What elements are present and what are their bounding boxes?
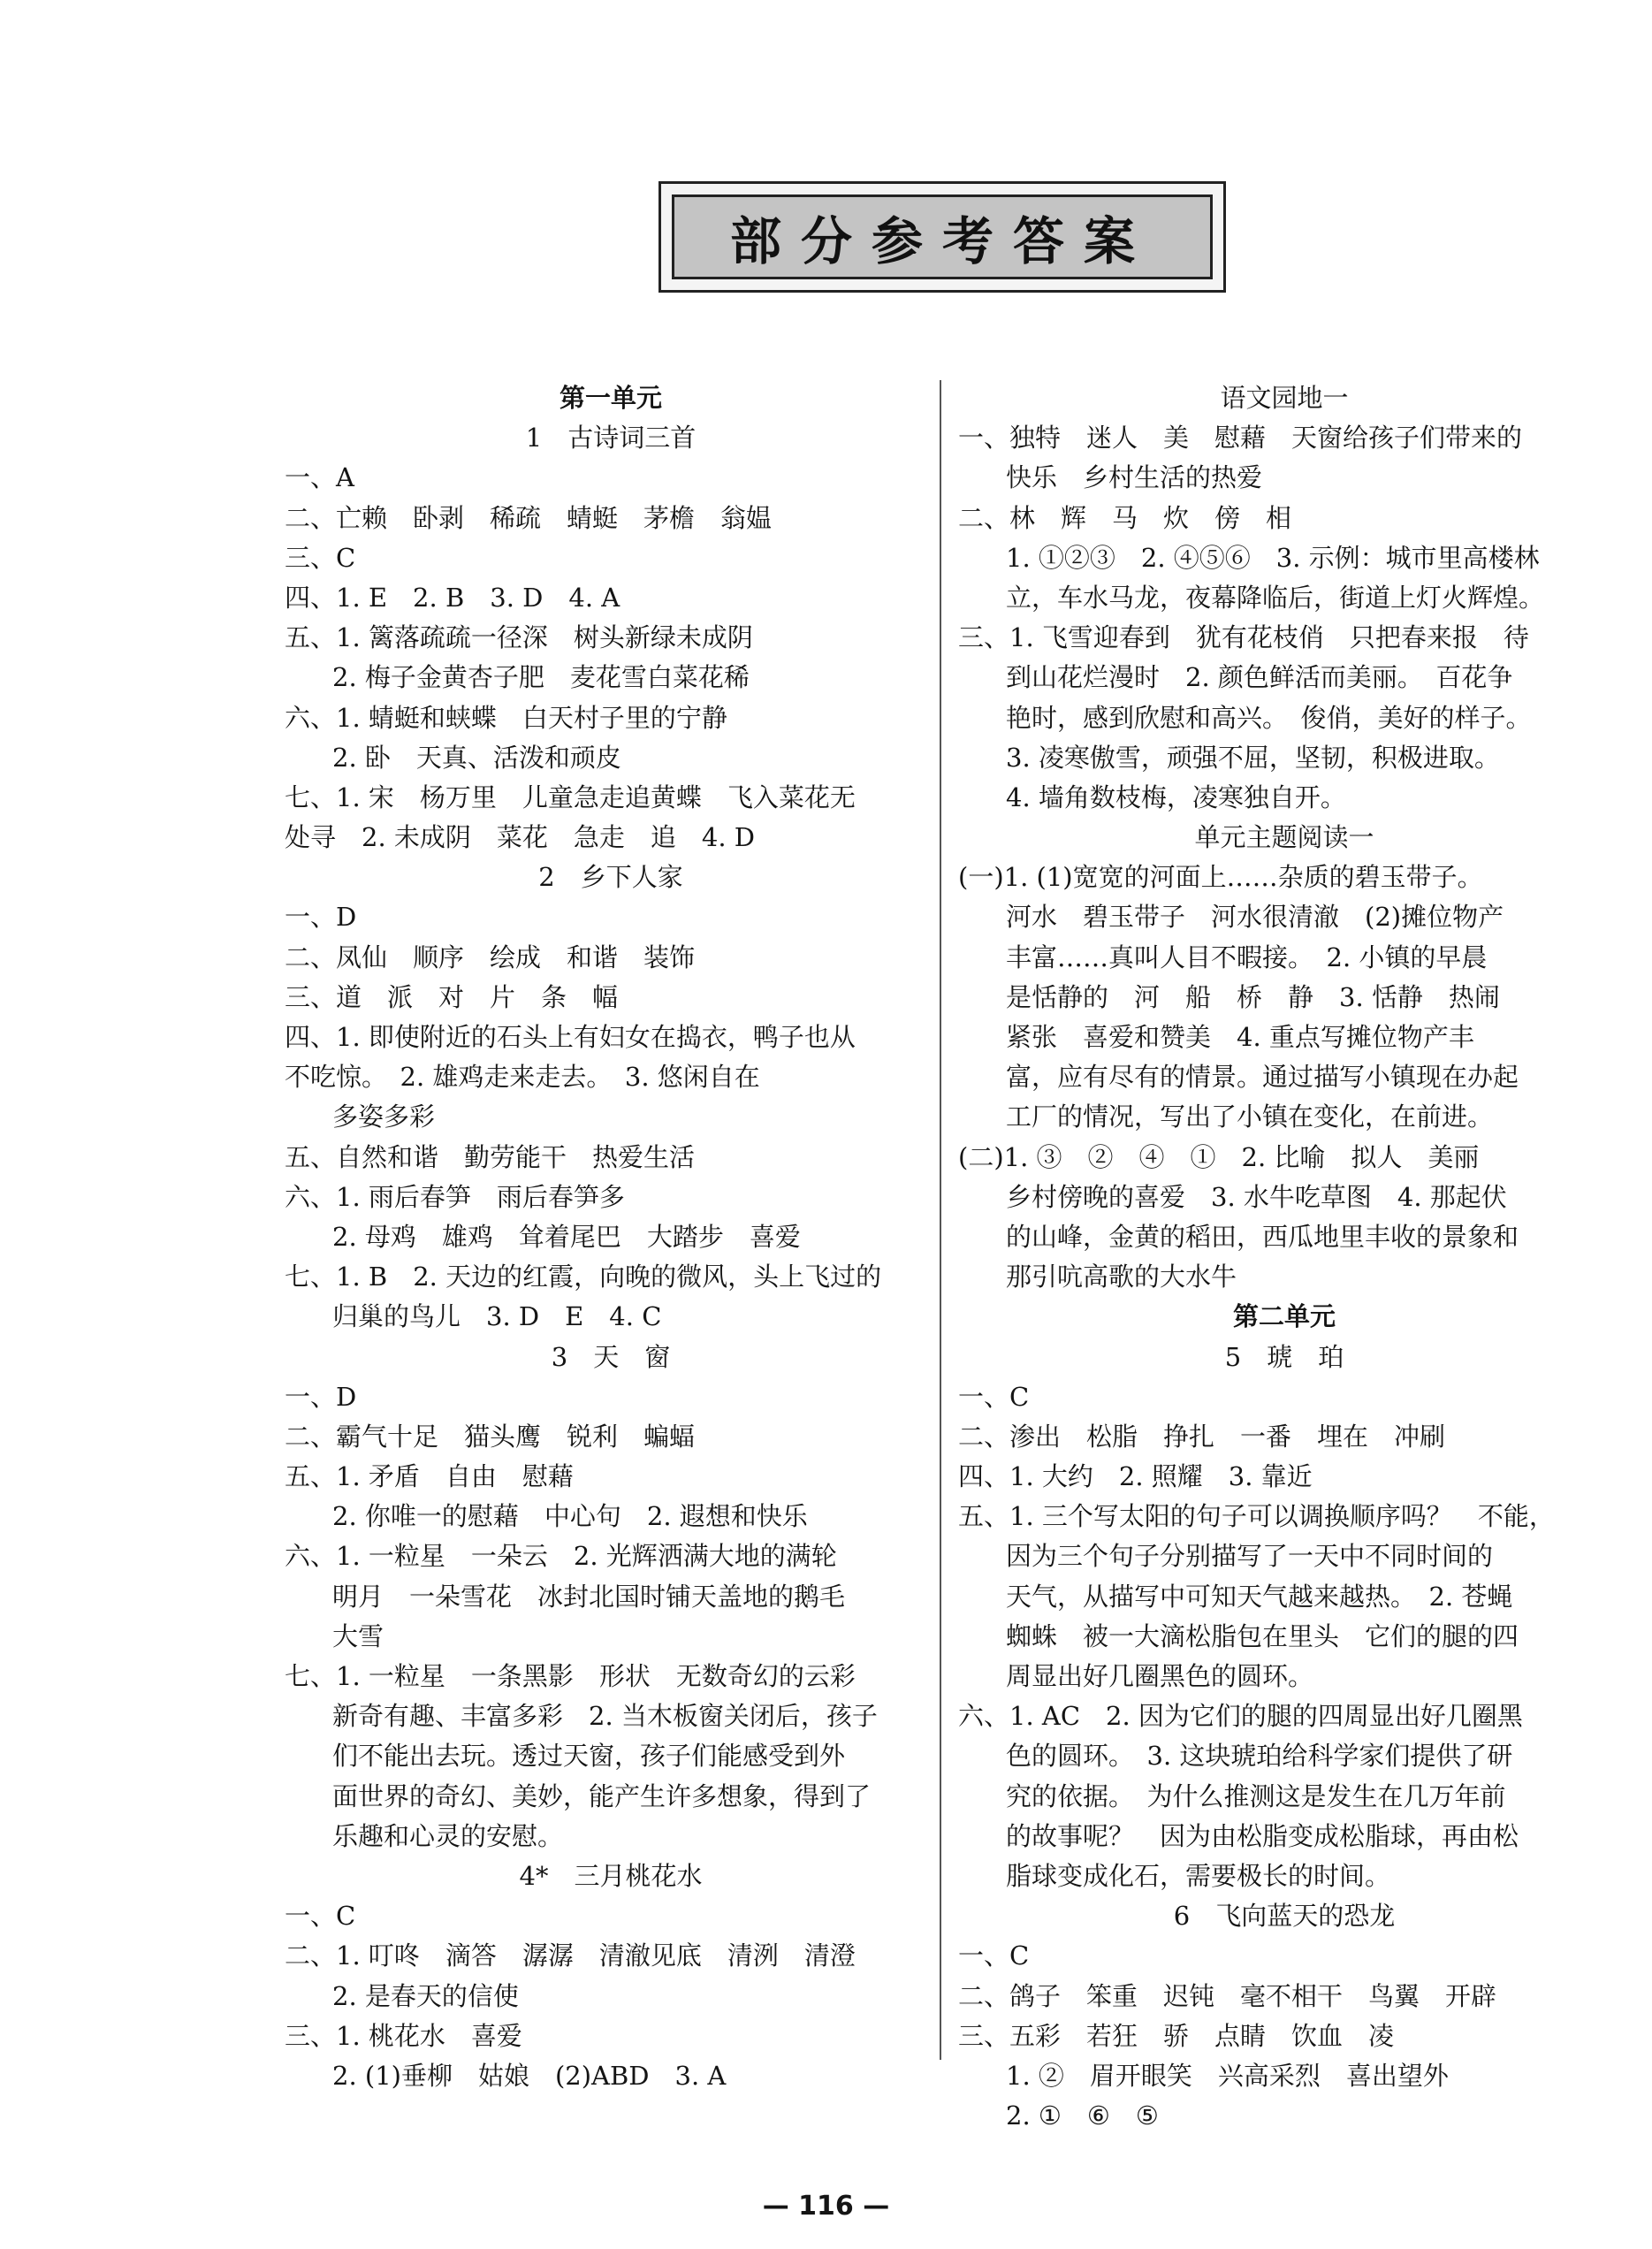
answer-line: 2. (1)垂柳 姑娘 (2)ABD 3. A xyxy=(332,2060,727,2091)
answer-line: 4. 墙角数枝梅，凌寒独自开。 xyxy=(1006,781,1346,812)
answer-line: 五、1. 矛盾 自由 慰藉 xyxy=(285,1461,574,1492)
answer-line: 五、自然和谐 勤劳能干 热爱生活 xyxy=(285,1141,696,1172)
answer-line: 的故事呢？ 因为由松脂变成松脂球，再由松 xyxy=(1006,1820,1519,1851)
answer-line: 六、1. 蜻蜓和蛱蝶 白天村子里的宁静 xyxy=(285,702,727,733)
answer-line: 一、C xyxy=(958,1381,1030,1412)
answer-line: 七、1. 一粒星 一条黑影 形状 无数奇幻的云彩 xyxy=(285,1661,856,1691)
answer-line: 三、五彩 若狂 骄 点睛 饮血 凌 xyxy=(958,2020,1395,2051)
answer-line: (二)1. ③ ② ④ ① 2. 比喻 拟人 美丽 xyxy=(958,1141,1480,1172)
answer-line: 艳时，感到欣慰和高兴。 俊俏，美好的样子。 xyxy=(1006,702,1532,733)
answer-line: 究的依据。 为什么推测这是发生在几万年前 xyxy=(1006,1780,1506,1811)
answer-line: 一、D xyxy=(285,902,357,933)
answer-line: 六、1. 一粒星 一朵云 2. 光辉洒满大地的满轮 xyxy=(285,1541,837,1572)
lesson-heading: 3 天 窗 xyxy=(551,1341,671,1372)
answer-line: 二、林 辉 马 炊 傍 相 xyxy=(958,502,1292,533)
answer-line: 四、1. E 2. B 3. D 4. A xyxy=(285,582,620,613)
answer-line: 一、C xyxy=(285,1901,356,1932)
title-box xyxy=(659,181,1226,293)
answer-line: 因为三个句子分别描写了一天中不同时间的 xyxy=(1006,1541,1494,1572)
answer-line: 那引吭高歌的大水牛 xyxy=(1006,1262,1237,1292)
answer-line: 二、凤仙 顺序 绘成 和谐 装饰 xyxy=(285,942,696,972)
answer-line: 二、渗出 松脂 挣扎 一番 埋在 冲刷 xyxy=(958,1421,1446,1452)
answer-line: 2. ① ⑥ ⑤ xyxy=(1006,2100,1159,2131)
lesson-heading: 1 古诗词三首 xyxy=(525,423,697,454)
answer-line: 周显出好几圈黑色的圆环。 xyxy=(1006,1661,1314,1691)
answer-line: 七、1. B 2. 天边的红霞，向晚的微风，头上飞过的 xyxy=(285,1262,882,1292)
answer-line: 2. 是春天的信使 xyxy=(332,1980,519,2011)
answer-line: 到山花烂漫时 2. 颜色鲜活而美丽。 百花争 xyxy=(1006,662,1513,693)
answer-line: 富，应有尽有的情景。通过描写小镇现在办起 xyxy=(1006,1062,1519,1093)
answer-line: 二、亡赖 卧剥 稀疏 蜻蜓 茅檐 翁媪 xyxy=(285,502,773,533)
answer-line: 3. 凌寒傲雪，顽强不屈，坚韧，积极进取。 xyxy=(1006,742,1500,773)
answer-line: 立，车水马龙，夜幕降临后，街道上灯火辉煌。 xyxy=(1006,582,1545,613)
answer-line: 大雪 xyxy=(332,1620,384,1651)
lesson-heading: 5 琥 珀 xyxy=(1224,1341,1344,1372)
unit-heading: 第一单元 xyxy=(559,383,662,413)
answer-line: 面世界的奇幻、美妙，能产生许多想象，得到了 xyxy=(332,1780,872,1811)
answer-line: 三、1. 飞雪迎春到 犹有花枝俏 只把春来报 待 xyxy=(958,622,1529,653)
answer-line: 七、1. 宋 杨万里 儿童急走追黄蝶 飞入菜花无 xyxy=(285,781,856,812)
answer-line: 三、C xyxy=(285,542,356,573)
answer-line: 2. 母鸡 雄鸡 耸着尾巴 大踏步 喜爱 xyxy=(332,1221,801,1252)
answer-line: 五、1. 三个写太阳的句子可以调换顺序吗？ 不能， xyxy=(958,1501,1555,1532)
lesson-heading: 2 乡下人家 xyxy=(538,862,683,893)
answer-line: 六、1. AC 2. 因为它们的腿的四周显出好几圈黑 xyxy=(958,1701,1523,1732)
answer-line: 1. ② 眉开眼笑 兴高采烈 喜出望外 xyxy=(1006,2060,1449,2091)
answer-line: 的山峰，金黄的稻田，西瓜地里丰收的景象和 xyxy=(1006,1221,1519,1252)
answer-line: 四、1. 大约 2. 照耀 3. 靠近 xyxy=(958,1461,1313,1492)
answer-line: 2. 卧 天真、活泼和顽皮 xyxy=(332,742,621,773)
answer-line: 一、D xyxy=(285,1381,357,1412)
answer-line: 一、C xyxy=(958,1940,1030,1971)
answer-line: 快乐 乡村生活的热爱 xyxy=(1006,462,1263,493)
answer-line: 乐趣和心灵的安慰。 xyxy=(332,1820,564,1851)
answer-line: 一、A xyxy=(285,462,354,493)
answer-line: 丰富……真叫人目不暇接。 2. 小镇的早晨 xyxy=(1006,942,1488,972)
lesson-heading: 4* 三月桃花水 xyxy=(519,1860,703,1891)
answer-line: 1. ①②③ 2. ④⑤⑥ 3. 示例：城市里高楼林 xyxy=(1006,542,1540,573)
answer-line: 新奇有趣、丰富多彩 2. 当木板窗关闭后，孩子 xyxy=(332,1701,878,1732)
answer-line: 归巢的鸟儿 3. D E 4. C xyxy=(332,1301,662,1332)
answer-line: 河水 碧玉带子 河水很清澈 (2)摊位物产 xyxy=(1006,902,1504,933)
answer-line: 处寻 2. 未成阴 菜花 急走 追 4. D xyxy=(285,822,756,853)
answer-line: 2. 梅子金黄杏子肥 麦花雪白菜花稀 xyxy=(332,662,750,693)
answer-line: 是恬静的 河 船 桥 静 3. 恬静 热闹 xyxy=(1006,981,1500,1012)
answer-line: 二、霸气十足 猫头鹰 锐利 蝙蝠 xyxy=(285,1421,696,1452)
answer-line: 二、鸽子 笨重 迟钝 毫不相干 鸟翼 开辟 xyxy=(958,1980,1497,2011)
answer-line: 六、1. 雨后春笋 雨后春笋多 xyxy=(285,1181,625,1212)
answer-line: 明月 一朵雪花 冰封北国时铺天盖地的鹅毛 xyxy=(332,1581,846,1612)
answer-line: 四、1. 即使附近的石头上有妇女在捣衣，鸭子也从 xyxy=(285,1022,856,1052)
answer-line: 乡村傍晚的喜爱 3. 水牛吃草图 4. 那起伏 xyxy=(1006,1181,1507,1212)
answer-line: (一)1. (1)宽宽的河面上……杂质的碧玉带子。 xyxy=(958,862,1483,893)
right-column xyxy=(958,378,1610,2136)
answer-line: 天气，从描写中可知天气越来越热。 2. 苍蝇 xyxy=(1006,1581,1513,1612)
lesson-heading: 语文园地一 xyxy=(1220,383,1349,413)
left-column xyxy=(285,378,937,2096)
answer-line: 不吃惊。 2. 雄鸡走来走去。 3. 悠闲自在 xyxy=(285,1062,760,1093)
answer-line: 一、独特 迷人 美 慰藉 天窗给孩子们带来的 xyxy=(958,423,1523,454)
answer-line: 脂球变成化石，需要极长的时间。 xyxy=(1006,1860,1391,1891)
answer-line: 多姿多彩 xyxy=(332,1102,436,1132)
answer-line: 二、1. 叮咚 滴答 潺潺 清澈见底 清洌 清澄 xyxy=(285,1940,856,1971)
answer-line: 蜘蛛 被一大滴松脂包在里头 它们的腿的四 xyxy=(1006,1620,1519,1651)
answer-line: 紧张 喜爱和赞美 4. 重点写摊位物产丰 xyxy=(1006,1022,1474,1052)
page-number: — 116 — xyxy=(762,2191,890,2222)
answer-line: 色的圆环。 3. 这块琥珀给科学家们提供了研 xyxy=(1006,1741,1513,1772)
lesson-heading: 单元主题阅读一 xyxy=(1194,822,1374,853)
answer-line: 2. 你唯一的慰藉 中心句 2. 遐想和快乐 xyxy=(332,1501,808,1532)
answer-line: 工厂的情况，写出了小镇在变化，在前进。 xyxy=(1006,1102,1494,1132)
lesson-heading: 6 飞向蓝天的恐龙 xyxy=(1173,1901,1396,1932)
answer-line: 三、道 派 对 片 条 幅 xyxy=(285,981,619,1012)
page-title: 部分参考答案 xyxy=(672,194,1213,279)
answer-line: 五、1. 篱落疏疏一径深 树头新绿未成阴 xyxy=(285,622,753,653)
column-divider xyxy=(940,380,941,2060)
unit-heading: 第二单元 xyxy=(1232,1301,1336,1332)
answer-line: 三、1. 桃花水 喜爱 xyxy=(285,2020,522,2051)
answer-line: 们不能出去玩。透过天窗，孩子们能感受到外 xyxy=(332,1741,846,1772)
